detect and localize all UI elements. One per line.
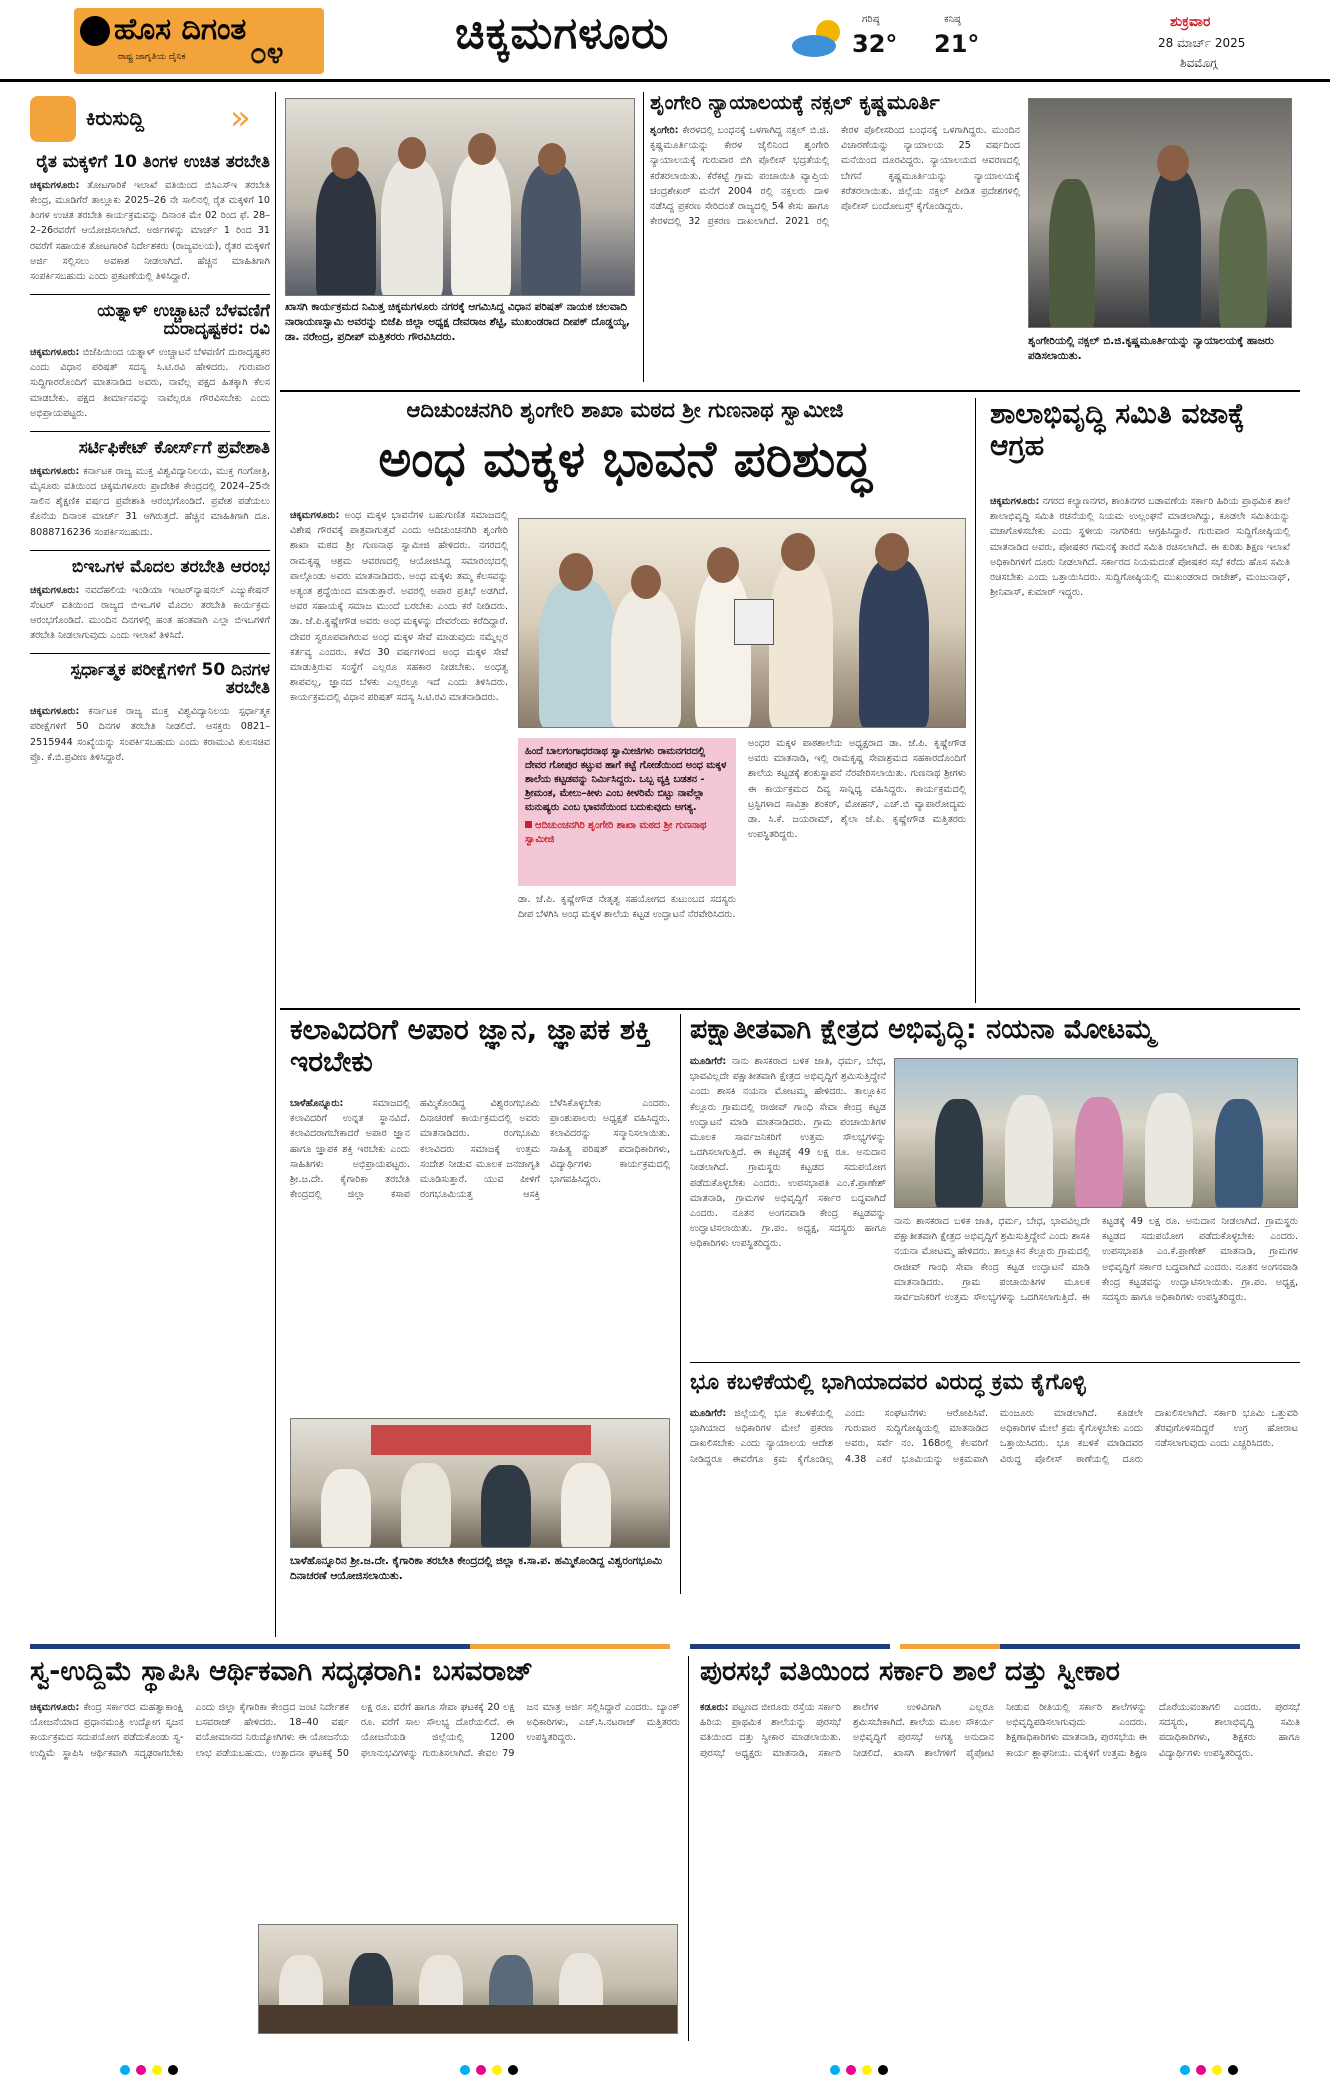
shala-story [990, 494, 1290, 1002]
kala-body: ಸಮಾಜದಲ್ಲಿ ಕಲಾವಿದರಿಗೆ ಉನ್ನತ ಸ್ಥಾನವಿದೆ. ಕಲಾವಿದರಾಗಬೇಕಾದರೆ ಅಪಾರ ಜ್ಞಾನ ಹಾಗೂ ಜ್ಞಾಪಕ ಶಕ್ತಿ ಇರಬೇಕು ಎಂದು ಸಾಹಿತಿಗಳು ಅಭಿಪ್ರಾಯಪಟ್ಟರು. ಶ್ರೀ.ಜ.ದೇ. ಕೈಗಾರಿಕಾ ತರಬೇತಿ ಕೇಂದ್ರದಲ್ಲಿ ಜಿಲ್ಲಾ ಕಸಾಪ ಹಮ್ಮಿಕೊಂಡಿದ್ದ ವಿಶ್ವರಂಗಭೂಮಿ ದಿನಾಚರಣೆ ಕಾರ್ಯಕ್ರಮದಲ್ಲಿ ಅವರು ಮಾತನಾಡಿದರು. ರಂಗಭೂಮಿ ಕಲಾವಿದರು ಸಮಾಜಕ್ಕೆ ಉತ್ತಮ ಸಂದೇಶ ನೀಡುವ ಮೂಲಕ ಜನಜಾಗೃತಿ ಮೂಡಿಸುತ್ತಾರೆ. ಯುವ ಪೀಳಿಗೆ ರಂಗಭೂಮಿಯತ್ತ ಆಸಕ್ತಿ ಬೆಳೆಸಿಕೊಳ್ಳಬೇಕು ಎಂದರು. ಪ್ರಾಂಶುಪಾಲರು ಅಧ್ಯಕ್ಷತೆ ವಹಿಸಿದ್ದರು. ಕಲಾವಿದರನ್ನು ಸನ್ಮಾನಿಸಲಾಯಿತು. ಸಾಹಿತ್ಯ ಪರಿಷತ್ ಪದಾಧಿಕಾರಿಗಳು, ವಿದ್ಯಾರ್ಥಿಗಳು ಕಾರ್ಯಕ್ರಮದಲ್ಲಿ ಭಾಗವಹಿಸಿದ್ದರು. [290, 1098, 670, 1201]
brief-dateline: ಚಿಕ್ಕಮಗಳೂರು: [30, 346, 80, 358]
bottom-rule-blue [30, 1644, 470, 1649]
bottom-rule-dark [1000, 1644, 1300, 1649]
kala-photo-caption: ಬಾಳೆಹೊನ್ನೂರಿನ ಶ್ರೀ.ಜ.ದೇ. ಕೈಗಾರಿಕಾ ತರಬೇತಿ ಕೇಂದ್ರದಲ್ಲಿ ಜಿಲ್ಲಾ ಕ.ಸಾ.ಪ. ಹಮ್ಮಿಕೊಂಡಿದ್ದ ವಿಶ್ವರಂಗಭೂಮಿ ದಿನಾಚರಣೆ ಆಯೋಜಿಸಲಾಯಿತು. [290, 1555, 663, 1582]
city-label: ಶಿವಮೊಗ್ಗ [1180, 56, 1218, 70]
bhoo-body: ಜಿಲ್ಲೆಯಲ್ಲಿ ಭೂ ಕಬಳಿಕೆಯಲ್ಲಿ ಭಾಗಿಯಾದ ಅಧಿಕಾರಿಗಳ ಮೇಲೆ ಪ್ರಕರಣ ದಾಖಲಿಸಬೇಕು ಎಂದು ನ್ಯಾಯಾಲಯ ಆದೇಶ ನೀಡಿದ್ದರೂ ಈವರೆಗೂ ಕ್ರಮ ಕೈಗೊಂಡಿಲ್ಲ ಎಂದು ಸಂಘಟನೆಗಳು ಆರೋಪಿಸಿವೆ. ಗುರುವಾರ ಸುದ್ದಿಗೋಷ್ಠಿಯಲ್ಲಿ ಮಾತನಾಡಿದ ಅವರು, ಸರ್ವೆ ನಂ. 168ರಲ್ಲಿ ಕೆಲವರಿಗೆ 4.38 ಎಕರೆ ಭೂಮಿಯನ್ನು ಅಕ್ರಮವಾಗಿ ಮಂಜೂರು ಮಾಡಲಾಗಿದೆ. ಕೂಡಲೇ ಅಧಿಕಾರಿಗಳ ಮೇಲೆ ಕ್ರಮ ಕೈಗೊಳ್ಳಬೇಕು ಎಂದು ಒತ್ತಾಯಿಸಿದರು. ಭೂ ಕಬಳಿಕೆ ಮಾಡಿದವರ ವಿರುದ್ಧ ಪೊಲೀಸ್ ಠಾಣೆಯಲ್ಲಿ ದೂರು ದಾಖಲಿಸಲಾಗಿದೆ. ಸರ್ಕಾರಿ ಭೂಮಿ ಒತ್ತುವರಿ ತೆರವುಗೊಳಿಸದಿದ್ದರೆ ಉಗ್ರ ಹೋರಾಟ ನಡೆಸಲಾಗುವುದು ಎಂದು ಎಚ್ಚರಿಸಿದರು. [690, 1408, 1298, 1465]
nayana-body-2: ನಾನು ಶಾಸಕರಾದ ಬಳಿಕ ಜಾತಿ, ಧರ್ಮ, ಬೇಧ, ಭಾವವಿಲ್ಲದೇ ಪಕ್ಷಾತೀತವಾಗಿ ಕ್ಷೇತ್ರದ ಅಭಿವೃದ್ಧಿಗೆ ಶ್ರಮಿಸುತ್ತಿದ್ದೇನೆ ಎಂದು ಶಾಸಕಿ ನಯನಾ ಮೋಟಮ್ಮ ಹೇಳಿದರು. ತಾಲ್ಲೂಕಿನ ಕೆಲ್ಲೂರು ಗ್ರಾಮದಲ್ಲಿ ರಾಜೀವ್ ಗಾಂಧಿ ಸೇವಾ ಕೇಂದ್ರ ಕಟ್ಟಡ ಉದ್ಘಾಟನೆ ಮಾಡಿ ಮಾತನಾಡಿದರು. ಗ್ರಾಮ ಪಂಚಾಯಿತಿಗಳ ಮೂಲಕ ಸಾರ್ವಜನಿಕರಿಗೆ ಉತ್ತಮ ಸೌಲಭ್ಯಗಳನ್ನು ಒದಗಿಸಲಾಗುತ್ತಿದೆ. ಈ ಕಟ್ಟಡಕ್ಕೆ 49 ಲಕ್ಷ ರೂ. ಅನುದಾನ ನೀಡಲಾಗಿದೆ. ಗ್ರಾಮಸ್ಥರು ಕಟ್ಟಡದ ಸದುಪಯೋಗ ಪಡೆದುಕೊಳ್ಳಬೇಕು ಎಂದರು. ಉಪಸಭಾಪತಿ ಎಂ.ಕೆ.ಪ್ರಾಣೇಶ್ ಮಾತನಾಡಿ, ಗ್ರಾಮಗಳ ಅಭಿವೃದ್ಧಿಗೆ ಸರ್ಕಾರ ಬದ್ಧವಾಗಿದೆ ಎಂದರು. ನೂತನ ಅಂಗನವಾಡಿ ಕೇಂದ್ರ ಕಟ್ಟಡವನ್ನು ಉದ್ಘಾಟಿಸಲಾಯಿತು. ಗ್ರಾ.ಪಂ. ಅಧ್ಯಕ್ಷ, ಸದಸ್ಯರು ಹಾಗೂ ಅಧಿಕಾರಿಗಳು ಉಪಸ್ಥಿತರಿದ್ದರು. [894, 1216, 1298, 1304]
callout-attrib-text: ಆದಿಚುಂಚನಗಿರಿ ಶೃಂಗೇರಿ ಶಾಖಾ ಮಠದ ಶ್ರೀ ಗುಣನಾಥ ಸ್ವಾಮೀಜಿ [525, 820, 707, 845]
top-photo-caption: ಖಾಸಗಿ ಕಾರ್ಯಕ್ರಮದ ನಿಮಿತ್ತ ಚಿಕ್ಕಮಗಳೂರು ನಗರಕ್ಕೆ ಆಗಮಿಸಿದ್ದ ವಿಧಾನ ಪರಿಷತ್ ನಾಯಕ ಚಲವಾದಿ ನಾರಾಯಣಸ್ವಾಮಿ ಅವರನ್ನು ಬಿಜೆಪಿ ಜಿಲ್ಲಾ ಅಧ್ಯಕ್ಷ ದೇವರಾಜ ಶೆಟ್ಟಿ, ಮುಖಂಡರಾದ ದೀಪಕ್ ದೊಡ್ಡಯ್ಯ, ಡಾ. ನರೇಂದ್ರ, ಪ್ರದೀಪ್ ಮತ್ತಿತರರು ಗೌರವಿಸಿದರು. [285, 301, 630, 343]
brief-headline: ಬಿಇಒಗಳ ಮೊದಲ ತರಬೇತಿ ಆರಂಭ [71, 556, 270, 577]
brief-item [30, 556, 270, 644]
lead-caption-text: ಡಾ. ಜೆ.ಪಿ. ಕೃಷ್ಣೇಗೌಡ ನೇತೃತ್ವ ಸಹಯೋಗದ ಕುಟುಂಬದ ಸದಸ್ಯರು ದೀಪ ಬೆಳಗಿಸಿ ಅಂಧ ಮಕ್ಕಳ ಶಾಲೆಯ ಕಟ್ಟಡ ಉದ್ಘಾಟನೆ ನೆರವೇರಿಸಿದರು. [518, 894, 736, 921]
section-rule [280, 1008, 1300, 1010]
kala-dateline: ಬಾಳೆಹೊನ್ನೂರು: [290, 1098, 344, 1109]
brief-item [30, 662, 270, 765]
plaque [734, 599, 774, 645]
swa-headline: ಸ್ವ-ಉದ್ದಿಮೆ ಸ್ಥಾಪಿಸಿ ಆರ್ಥಿಕವಾಗಿ ಸದೃಢರಾಗಿ: ಬಸವರಾಜ್ [30, 1656, 534, 1687]
logo-block [74, 8, 324, 74]
callout-attrib [525, 819, 729, 847]
lead-callout [518, 738, 736, 886]
nayana-story-left [690, 1054, 886, 1354]
lead-kicker: ಆದಿಚುಂಚನಗಿರಿ ಶೃಂಗೇರಿ ಶಾಖಾ ಮಠದ ಶ್ರೀ ಗುಣನಾಥ ಸ್ವಾಮೀಜಿ [406, 398, 844, 422]
nayana-dateline: ಮೂಡಿಗೆರೆ: [690, 1056, 727, 1067]
weather-icon [790, 18, 846, 58]
lead-headline: ಅಂಧ ಮಕ್ಕಳ ಭಾವನೆ ಪರಿಶುದ್ಧ [378, 430, 872, 488]
lead-column-1 [290, 508, 508, 998]
square-bullet-icon [525, 821, 532, 828]
page-number: ೦೪ [250, 36, 284, 71]
column-rule [680, 1014, 681, 1594]
brief-dateline: ಚಿಕ್ಕಮಗಳೂರು: [30, 706, 80, 718]
brief-item [30, 154, 270, 284]
brief-body: ಕರ್ನಾಟಕ ರಾಜ್ಯ ಮುಕ್ತ ವಿಶ್ವವಿದ್ಯಾನಿಲಯ ಸ್ಪರ್ಧಾತ್ಮಕ ಪರೀಕ್ಷೆಗಳಿಗೆ 50 ದಿನಗಳ ತರಬೇತಿ ನೀಡಲಿದೆ. ಆಸಕ್ತರು 0821–2515944 ಸಂಖ್ಯೆಯನ್ನು ಸಂಪರ್ಕಿಸಬಹುದು ಎಂದು ಕರಾಮುವಿ ಕುಲಸಚಿವ ಪ್ರೊ. ಕೆ.ಬಿ.ಪ್ರವೀಣ ತಿಳಿಸಿದ್ದಾರೆ. [30, 706, 270, 763]
banner [371, 1425, 591, 1455]
lead-photo [518, 518, 966, 728]
chevron-right-icon: » [230, 98, 251, 138]
swa-body: ಕೇಂದ್ರ ಸರ್ಕಾರದ ಮಹತ್ವಾಕಾಂಕ್ಷಿ ಯೋಜನೆಯಾದ ಪ್ರಧಾನಮಂತ್ರಿ ಉದ್ಯೋಗ ಸೃಜನ ಕಾರ್ಯಕ್ರಮದ ಸದುಪಯೋಗ ಪಡೆದುಕೊಂಡು ಸ್ವ-ಉದ್ದಿಮೆ ಸ್ಥಾಪಿಸಿ ಆರ್ಥಿಕವಾಗಿ ಸದೃಢರಾಗಬೇಕು ಎಂದು ಜಿಲ್ಲಾ ಕೈಗಾರಿಕಾ ಕೇಂದ್ರದ ಜಂಟಿ ನಿರ್ದೇಶಕ ಬಸವರಾಜ್ ಹೇಳಿದರು. 18–40 ವರ್ಷ ವಯೋಮಾನದ ನಿರುದ್ಯೋಗಿಗಳು ಈ ಯೋಜನೆಯ ಲಾಭ ಪಡೆಯಬಹುದು. ಉತ್ಪಾದನಾ ಘಟಕಕ್ಕೆ 50 ಲಕ್ಷ ರೂ. ವರೆಗೆ ಹಾಗೂ ಸೇವಾ ಘಟಕಕ್ಕೆ 20 ಲಕ್ಷ ರೂ. ವರೆಗೆ ಸಾಲ ಸೌಲಭ್ಯ ದೊರೆಯಲಿದೆ. ಈ ಯೋಜನೆಯಡಿ ಜಿಲ್ಲೆಯಲ್ಲಿ 1200 ಫಲಾನುಭವಿಗಳನ್ನು ಗುರುತಿಸಲಾಗಿದೆ. ಕೇವಲ 79 ಜನ ಮಾತ್ರ ಅರ್ಜಿ ಸಲ್ಲಿಸಿದ್ದಾರೆ ಎಂದರು. ಬ್ಯಾಂಕ್ ಅಧಿಕಾರಿಗಳು, ಎಚ್.ಸಿ.ನಟರಾಜ್ ಮತ್ತಿತರರು ಉಪಸ್ಥಿತರಿದ್ದರು. [30, 1702, 680, 1759]
nayana-story-right [894, 1214, 1298, 1356]
lead-body-2: ಅಂಧರ ಮಕ್ಕಳ ಪಾಠಶಾಲೆಯ ಅಧ್ಯಕ್ಷರಾದ ಡಾ. ಜೆ.ಪಿ. ಕೃಷ್ಣೇಗೌಡ ಅವರು ಮಾತನಾಡಿ, ಇಲ್ಲಿ ರಾಮಕೃಷ್ಣ ಸೇವಾಶ್ರಮದ ಸಹಕಾರದೊಂದಿಗೆ ಶಾಲೆಯ ಕಟ್ಟಡಕ್ಕೆ ಶಂಕುಸ್ಥಾಪನೆ ನೆರವೇರಿಸಲಾಯಿತು. ಗುಣನಾಥ ಶ್ರೀಗಳು ಈ ಕಾರ್ಯಕ್ರಮದ ದಿವ್ಯ ಸಾನ್ನಿಧ್ಯ ವಹಿಸಿದ್ದರು. ಕಾರ್ಯಕ್ರಮದಲ್ಲಿ ಟ್ರಸ್ಟಿಗಳಾದ ಸಾವಿತ್ರಾ ಶಂಕರ್, ಮೋಹನ್, ಎಚ್.ಬಿ ವ್ಯಾಪಾರೋದ್ಯಮ ಡಾ. ಸಿ.ಕೆ. ಜಯರಾಮ್, ಶೈಲಾ ಜೆ.ಪಿ. ಕೃಷ್ಣೇಗೌಡ ಮತ್ತಿತರರು ಉಪಸ್ಥಿತರಿದ್ದರು. [748, 738, 966, 841]
nayana-photo [894, 1058, 1298, 1208]
lead-photo-caption [518, 892, 736, 1002]
story-dateline: ಶೃಂಗೇರಿ: [650, 125, 679, 136]
temp-max-label: ಗರಿಷ್ಠ [862, 14, 880, 25]
brief-item [30, 303, 270, 421]
brief-dateline: ಚಿಕ್ಕಮಗಳೂರು: [30, 179, 80, 191]
kirusuddi-banner [30, 92, 270, 146]
brief-headline: ರೈತ ಮಕ್ಕಳಿಗೆ 10 ತಿಂಗಳ ಉಚಿತ ತರಬೇತಿ [36, 152, 270, 172]
nayana-body: ನಾನು ಶಾಸಕರಾದ ಬಳಿಕ ಜಾತಿ, ಧರ್ಮ, ಬೇಧ, ಭಾವವಿಲ್ಲದೇ ಪಕ್ಷಾತೀತವಾಗಿ ಕ್ಷೇತ್ರದ ಅಭಿವೃದ್ಧಿಗೆ ಶ್ರಮಿಸುತ್ತಿದ್ದೇನೆ ಎಂದು ಶಾಸಕಿ ನಯನಾ ಮೋಟಮ್ಮ ಹೇಳಿದರು. ತಾಲ್ಲೂಕಿನ ಕೆಲ್ಲೂರು ಗ್ರಾಮದಲ್ಲಿ ರಾಜೀವ್ ಗಾಂಧಿ ಸೇವಾ ಕೇಂದ್ರ ಕಟ್ಟಡ ಉದ್ಘಾಟನೆ ಮಾಡಿ ಮಾತನಾಡಿದರು. ಗ್ರಾಮ ಪಂಚಾಯಿತಿಗಳ ಮೂಲಕ ಸಾರ್ವಜನಿಕರಿಗೆ ಉತ್ತಮ ಸೌಲಭ್ಯಗಳನ್ನು ಒದಗಿಸಲಾಗುತ್ತಿದೆ. ಈ ಕಟ್ಟಡಕ್ಕೆ 49 ಲಕ್ಷ ರೂ. ಅನುದಾನ ನೀಡಲಾಗಿದೆ. ಗ್ರಾಮಸ್ಥರು ಕಟ್ಟಡದ ಸದುಪಯೋಗ ಪಡೆದುಕೊಳ್ಳಬೇಕು ಎಂದರು. ಉಪಸಭಾಪತಿ ಎಂ.ಕೆ.ಪ್ರಾಣೇಶ್ ಮಾತನಾಡಿ, ಗ್ರಾಮಗಳ ಅಭಿವೃದ್ಧಿಗೆ ಸರ್ಕಾರ ಬದ್ಧವಾಗಿದೆ ಎಂದರು. ನೂತನ ಅಂಗನವಾಡಿ ಕೇಂದ್ರ ಕಟ್ಟಡವನ್ನು ಉದ್ಘಾಟಿಸಲಾಯಿತು. ಗ್ರಾ.ಪಂ. ಅಧ್ಯಕ್ಷ, ಸದಸ್ಯರು ಹಾಗೂ ಅಧಿಕಾರಿಗಳು ಉಪಸ್ಥಿತರಿದ್ದರು. [690, 1056, 886, 1250]
brief-body: ಕರ್ನಾಟಕ ರಾಜ್ಯ ಮುಕ್ತ ವಿಶ್ವವಿದ್ಯಾನಿಲಯ, ಮುಕ್ತ ಗಂಗೋತ್ರಿ, ಮೈಸೂರು ವತಿಯಿಂದ ಚಿಕ್ಕಮಗಳೂರು ಪ್ರಾದೇಶಿಕ ಕೇಂದ್ರದಲ್ಲಿ 2024–25ನೇ ಸಾಲಿನ ಶೈಕ್ಷಣಿಕ ವರ್ಷದ ಪ್ರವೇಶಾತಿ ಆರಂಭಗೊಂಡಿದೆ. ಪ್ರವೇಶ ಪಡೆಯಲು ಕೊನೆಯ ದಿನಾಂಕ ಮಾರ್ಚ್ 31 ಆಗಿರುತ್ತದೆ. ಹೆಚ್ಚಿನ ಮಾಹಿತಿಗಾಗಿ ದೂ. 8088716236 ಸಂಪರ್ಕಿಸಬಹುದು. [30, 465, 270, 538]
registration-marks-1 [120, 2065, 178, 2075]
day-label: ಶುಕ್ರವಾರ [1170, 14, 1211, 30]
purasabhe-dateline: ಕಡೂರು: [700, 1702, 729, 1713]
top-photo [285, 98, 635, 296]
swa-story [30, 1700, 680, 1922]
column-rule [975, 398, 976, 1003]
brief-body: ತೋಟಗಾರಿಕೆ ಇಲಾಖೆ ವತಿಯಿಂದ ಬಿಸಿಎಸ್‌ಇ ತರಬೇತಿ ಕೇಂದ್ರ, ಮೂಡಿಗೆರೆ ತಾಲ್ಲೂಕು 2025–26 ನೇ ಸಾಲಿನಲ್ಲಿ ರೈತ ಮಕ್ಕಳಿಗೆ 10 ತಿಂಗಳ ಉಚಿತ ತರಬೇತಿ ಕಾರ್ಯಕ್ರಮವನ್ನು ದಿನಾಂಕ ಮೇ 02 ರಿಂದ ಫೆ. 28–2–26ರವರೆಗೆ ಆಯೋಜಿಸಲಾಗಿದೆ. ಅರ್ಜಿಗಳನ್ನು ಮಾರ್ಚ್ 1 ರಿಂದ 31 ರವರೆಗೆ ಸಹಾಯಕ ತೋಟಗಾರಿಕೆ ನಿರ್ದೇಶಕರು (ರಾಜ್ಯವಲಯ), ರೈತರ ಮಕ್ಕಳಿಗೆ ಅರ್ಜಿ ಸಲ್ಲಿಸಲು ಅವಕಾಶ ನೀಡಲಾಗಿದೆ. ಹೆಚ್ಚಿನ ಮಾಹಿತಿಗಾಗಿ ಸಂಪರ್ಕಿಸಬಹುದು ಎಂದು ಪ್ರಕಟಣೆಯಲ್ಲಿ ತಿಳಿಸಿದ್ದಾರೆ. [30, 179, 270, 283]
brief-body: ನವದೆಹಲಿಯ ಇಂಡಿಯಾ ಇಂಟರ್‌ನ್ಯಾಷನಲ್ ಎಜ್ಯುಕೇಷನ್ ಸೆಂಟರ್ ವತಿಯಿಂದ ರಾಜ್ಯದ ಬಿಇಒಗಳ ಮೊದಲ ತರಬೇತಿ ಕಾರ್ಯಕ್ರಮ ಆರಂಭಗೊಂಡಿದೆ. ಮುಂದಿನ ದಿನಗಳಲ್ಲಿ ಹಂತ ಹಂತವಾಗಿ ಎಲ್ಲಾ ಬಿಇಒಗಳಿಗೆ ತರಬೇತಿ ನೀಡಲಾಗುವುದು ಎಂದು ಇಲಾಖೆ ತಿಳಿಸಿದೆ. [30, 584, 270, 642]
purasabhe-body: ಪಟ್ಟಣದ ಬೀರೂರು ರಸ್ತೆಯ ಸರ್ಕಾರಿ ಹಿರಿಯ ಪ್ರಾಥಮಿಕ ಶಾಲೆಯನ್ನು ಪುರಸಭೆ ವತಿಯಿಂದ ದತ್ತು ಸ್ವೀಕಾರ ಮಾಡಲಾಯಿತು. ಪುರಸಭೆ ಅಧ್ಯಕ್ಷರು ಮಾತನಾಡಿ, ಸರ್ಕಾರಿ ಶಾಲೆಗಳ ಉಳಿವಿಗಾಗಿ ಎಲ್ಲರೂ ಶ್ರಮಿಸಬೇಕಾಗಿದೆ. ಶಾಲೆಯ ಮೂಲ ಸೌಕರ್ಯ ಅಭಿವೃದ್ಧಿಗೆ ಪುರಸಭೆ ಅಗತ್ಯ ಅನುದಾನ ನೀಡಲಿದೆ. ಖಾಸಗಿ ಶಾಲೆಗಳಿಗೆ ಪೈಪೋಟಿ ನೀಡುವ ರೀತಿಯಲ್ಲಿ ಸರ್ಕಾರಿ ಶಾಲೆಗಳನ್ನು ಅಭಿವೃದ್ಧಿಪಡಿಸಲಾಗುವುದು ಎಂದರು. ಶಿಕ್ಷಣಾಧಿಕಾರಿಗಳು ಮಾತನಾಡಿ, ಪುರಸಭೆಯ ಈ ಕಾರ್ಯ ಶ್ಲಾಘನೀಯ. ಮಕ್ಕಳಿಗೆ ಉತ್ತಮ ಶಿಕ್ಷಣ ದೊರೆಯುವಂತಾಗಲಿ ಎಂದರು. ಪುರಸಭೆ ಸದಸ್ಯರು, ಶಾಲಾಭಿವೃದ್ಧಿ ಸಮಿತಿ ಪದಾಧಿಕಾರಿಗಳು, ಶಿಕ್ಷಕರು ಹಾಗೂ ವಿದ್ಯಾರ್ಥಿಗಳು ಉಪಸ್ಥಿತರಿದ್ದರು. [700, 1702, 1300, 1759]
nakshal-story [650, 92, 1020, 382]
bhoo-story [690, 1406, 1298, 1592]
brief-dateline: ಚಿಕ್ಕಮಗಳೂರು: [30, 465, 80, 477]
bhoo-headline: ಭೂ ಕಬಳಿಕೆಯಲ್ಲಿ ಭಾಗಿಯಾದವರ ವಿರುದ್ಧ ಕ್ರಮ ಕೈಗೊಳ್ಳಿ [690, 1370, 1086, 1395]
nakshal-photo-caption: ಶೃಂಗೇರಿಯಲ್ಲಿ ನಕ್ಸಲ್ ಬಿ.ಜಿ.ಕೃಷ್ಣಮೂರ್ತಿಯನ್ನು ನ್ಯಾಯಾಲಯಕ್ಕೆ ಹಾಜರು ಪಡಿಸಲಾಯಿತು. [1028, 335, 1274, 362]
divider [30, 294, 270, 295]
story-headline: ಶೃಂಗೇರಿ ನ್ಯಾಯಾಲಯಕ್ಕೆ ನಕ್ಸಲ್ ಕೃಷ್ಣಮೂರ್ತಿ [650, 92, 940, 114]
swa-photo [258, 1924, 678, 2034]
lead-body: ಅಂಧ ಮಕ್ಕಳ ಭಾವನೆಗಳ ಬಹುಗುಣಿತ ಸಮಾಜದಲ್ಲಿ ವಿಶೇಷ ಗೌರವಕ್ಕೆ ಪಾತ್ರವಾಗುತ್ತವೆ ಎಂದು ಆದಿಚುಂಚನಗಿರಿ ಶೃಂಗೇರಿ ಶಾಖಾ ಮಠದ ಶ್ರೀ ಗುಣನಾಥ ಸ್ವಾಮೀಜಿ ಹೇಳಿದರು. ನಗರದಲ್ಲಿ ರಾಮಕೃಷ್ಣ ಆಶ್ರಮ ಆವರಣದಲ್ಲಿ ಆಯೋಜಿಸಿದ್ದ ಸಮಾರಂಭದಲ್ಲಿ ಪಾಲ್ಗೊಂಡು ಅವರು ಮಾತನಾಡಿದರು. ಅಂಧ ಮಕ್ಕಳು ತಮ್ಮ ಕೆಲಸವನ್ನು ಅತ್ಯಂತ ಶ್ರದ್ಧೆಯಿಂದ ಮಾಡುತ್ತಾರೆ. ಅವರಲ್ಲಿ ಅಪಾರ ಪ್ರತಿಭೆ ಅಡಗಿದೆ. ಅವರ ಸಹಾಯಕ್ಕೆ ಸಮಾಜ ಮುಂದೆ ಬರಬೇಕು ಎಂದು ಕರೆ ನೀಡಿದರು. ಡಾ. ಜೆ.ಪಿ.ಕೃಷ್ಣೇಗೌಡ ಅವರು ಅಂಧ ಮಕ್ಕಳನ್ನು ದೇವರೆಂದು ಕರೆದಿದ್ದಾರೆ. ದೇವರ ಸ್ವರೂಪವಾಗಿರುವ ಅಂಧ ಮಕ್ಕಳ ಸೇವೆ ಮಾಡುವುದು ನಮ್ಮೆಲ್ಲರ ಕರ್ತವ್ಯ ಎಂದರು. ಕಳೆದ 30 ವರ್ಷಗಳಿಂದ ಅಂಧ ಮಕ್ಕಳ ಸೇವೆ ಮಾಡುತ್ತಿರುವ ಸಂಸ್ಥೆಗೆ ಎಲ್ಲರೂ ಸಹಕಾರ ನೀಡಬೇಕು. ಅಂಧತ್ವ ಶಾಪವಲ್ಲ, ಜ್ಞಾನದ ಬೆಳಕು ಎಲ್ಲರಲ್ಲೂ ಇದೆ ಎಂದು ತಿಳಿಸಿದರು. ಕಾರ್ಯಕ್ರಮದಲ್ಲಿ ವಿಧಾನ ಪರಿಷತ್ ಸದಸ್ಯ ಸಿ.ಟಿ.ರವಿ ಮಾತನಾಡಿದರು. [290, 510, 508, 704]
edition-title: ಚಿಕ್ಕಮಗಳೂರು [455, 8, 670, 59]
nayana-headline: ಪಕ್ಷಾತೀತವಾಗಿ ಕ್ಷೇತ್ರದ ಅಭಿವೃದ್ಧಿ: ನಯನಾ ಮೋಟಮ್ಮ [690, 1014, 1155, 1045]
shala-dateline: ಚಿಕ್ಕಮಗಳೂರು: [990, 496, 1040, 507]
kala-photo [290, 1418, 670, 1548]
logo-text: ಹೊಸ ದಿಗಂತ [114, 12, 247, 47]
lead-column-3 [748, 736, 966, 1002]
nakshal-photo [1028, 98, 1292, 328]
brief-headline: ಯತ್ನಾಳ್ ಉಚ್ಚಾಟನೆ ಬೆಳವಣಿಗೆ ದುರಾದೃಷ್ಟಕರ: ರವಿ [97, 301, 270, 340]
swa-dateline: ಚಿಕ್ಕಮಗಳೂರು: [30, 1702, 80, 1713]
story-body: ಕೇರಳದಲ್ಲಿ ಬಂಧನಕ್ಕೆ ಒಳಗಾಗಿದ್ದ ನಕ್ಸಲ್ ಬಿ.ಜಿ. ಕೃಷ್ಣಮೂರ್ತಿಯನ್ನು ಕೇರಳ ಜೈಲಿನಿಂದ ಶೃಂಗೇರಿ ನ್ಯಾಯಾಲಯಕ್ಕೆ ಗುರುವಾರ ಬಿಗಿ ಪೊಲೀಸ್ ಭದ್ರತೆಯಲ್ಲಿ ಕರೆತರಲಾಯಿತು. ಕೆರೆಕಟ್ಟೆ ಗ್ರಾಮ ಪಂಚಾಯಿತಿ ವ್ಯಾಪ್ತಿಯ ಚಂದ್ರಶೇಖರ್ ಮನೆಗೆ 2004 ರಲ್ಲಿ ನಕ್ಸಲರು ದಾಳಿ ನಡೆಸಿದ್ದ ಪ್ರಕರಣ ಸೇರಿದಂತೆ ರಾಜ್ಯದಲ್ಲಿ 54 ಕೇಸು ಹಾಗೂ ಕೇರಳದಲ್ಲಿ 32 ಪ್ರಕರಣ ದಾಖಲಾಗಿದೆ. 2021 ರಲ್ಲಿ ಕೇರಳ ಪೊಲೀಸರಿಂದ ಬಂಧನಕ್ಕೆ ಒಳಗಾಗಿದ್ದರು. ಮುಂದಿನ ವಿಚಾರಣೆಯನ್ನು ನ್ಯಾಯಾಲಯ 25 ವರ್ಷದಿಂದ ಮನೆಯಿಂದ ದೂರವಿದ್ದರು. ನ್ಯಾಯಾಲಯದ ಆವರಣದಲ್ಲಿ ಬೇಗನೆ ಕೃಷ್ಣಮೂರ್ತಿಯನ್ನು ನ್ಯಾಯಾಲಯಕ್ಕೆ ಕರೆತರಲಾಯಿತು. ಜಿಲ್ಲೆಯ ನಕ್ಸಲ್ ಪೀಡಿತ ಪ್ರದೇಶಗಳಲ್ಲಿ ಪೊಲೀಸ್ ಬಂದೋಬಸ್ತ್ ಕೈಗೊಂಡಿದ್ದರು. [650, 125, 1020, 228]
divider [30, 653, 270, 654]
registration-marks-4 [1180, 2065, 1238, 2075]
divider [30, 550, 270, 551]
brief-item [30, 437, 270, 540]
lotus-icon [80, 16, 110, 46]
temp-min: 21° [934, 30, 980, 58]
kirusuddi-label: ಕಿರುಸುದ್ದಿ [86, 106, 145, 130]
kala-story [290, 1096, 670, 1406]
column-rule [688, 1656, 689, 2041]
bottom-rule-blue-2 [690, 1644, 890, 1649]
purasabhe-story [700, 1700, 1300, 2034]
masthead [0, 0, 1330, 82]
section-rule [280, 390, 1300, 392]
temp-max: 32° [852, 30, 898, 58]
logo-tagline: ರಾಷ್ಟ್ರ ಜಾಗೃತಿಯ ದೈನಿಕ [118, 52, 186, 62]
hand-icon [30, 96, 76, 142]
registration-marks-3 [830, 2065, 888, 2075]
bottom-rule-orange-2 [900, 1644, 1000, 1649]
column-rule [643, 92, 644, 382]
section-rule [690, 1362, 1300, 1363]
temp-min-label: ಕನಿಷ್ಠ [944, 14, 961, 25]
registration-marks-2 [460, 2065, 518, 2075]
brief-headline: ಸ್ಪರ್ಧಾತ್ಮಕ ಪರೀಕ್ಷೆಗಳಿಗೆ 50 ದಿನಗಳ ತರಬೇತಿ [70, 660, 270, 699]
bhoo-dateline: ಮೂಡಿಗೆರೆ: [690, 1408, 727, 1419]
shala-body: ನಗರದ ಕಲ್ಯಾಣನಗರ, ಶಾಂತಿನಗರ ಬಡಾವಣೆಯ ಸರ್ಕಾರಿ ಹಿರಿಯ ಪ್ರಾಥಮಿಕ ಶಾಲೆ ಶಾಲಾಭಿವೃದ್ಧಿ ಸಮಿತಿ ರಚನೆಯಲ್ಲಿ ನಿಯಮ ಉಲ್ಲಂಘನೆ ಮಾಡಲಾಗಿದ್ದು, ಕೂಡಲೇ ಸಮಿತಿಯನ್ನು ವಜಾಗೊಳಿಸಬೇಕು ಎಂದು ಸ್ಥಳೀಯ ನಾಗರಿಕರು ಆಗ್ರಹಿಸಿದ್ದಾರೆ. ಗುರುವಾರ ಸುದ್ದಿಗೋಷ್ಠಿಯಲ್ಲಿ ಮಾತನಾಡಿದ ಅವರು, ಪೋಷಕರ ಗಮನಕ್ಕೆ ತಾರದೆ ಸಮಿತಿ ರಚಿಸಲಾಗಿದೆ. ಈ ಕುರಿತು ಶಿಕ್ಷಣ ಇಲಾಖೆ ಅಧಿಕಾರಿಗಳಿಗೆ ದೂರು ನೀಡಲಾಗಿದೆ. ಸರ್ಕಾರದ ನಿಯಮದಂತೆ ಪೋಷಕರ ಸಭೆ ಕರೆದು ಹೊಸ ಸಮಿತಿ ರಚಿಸಬೇಕು ಎಂದು ಒತ್ತಾಯಿಸಿದರು. ಸುದ್ದಿಗೋಷ್ಠಿಯಲ್ಲಿ ಮುಖಂಡರಾದ ರಾಜೇಶ್, ಮಂಜುನಾಥ್, ಶ್ರೀನಿವಾಸ್, ಕುಮಾರ್ ಇದ್ದರು. [990, 496, 1290, 599]
date-label: 28 ಮಾರ್ಚ್ 2025 [1158, 36, 1246, 50]
kirusuddi-column [30, 92, 270, 1637]
lead-dateline: ಚಿಕ್ಕಮಗಳೂರು: [290, 510, 340, 521]
purasabhe-headline: ಪುರಸಭೆ ವತಿಯಿಂದ ಸರ್ಕಾರಿ ಶಾಲೆ ದತ್ತು ಸ್ವೀಕಾರ [700, 1656, 1120, 1687]
brief-headline: ಸರ್ಟಿಫಿಕೇಟ್ ಕೋರ್ಸ್‌ಗೆ ಪ್ರವೇಶಾತಿ [78, 437, 270, 458]
bottom-rule-orange [470, 1644, 670, 1649]
table [259, 2005, 678, 2034]
shala-headline: ಶಾಲಾಭಿವೃದ್ಧಿ ಸಮಿತಿ ವಜಾಕ್ಕೆ ಆಗ್ರಹ [990, 397, 1245, 463]
brief-dateline: ಚಿಕ್ಕಮಗಳೂರು: [30, 584, 80, 596]
brief-body: ಬಿಜೆಪಿಯಿಂದ ಯತ್ನಾಳ್ ಉಚ್ಚಾಟನೆ ಬೆಳವಣಿಗೆ ದುರಾದೃಷ್ಟಕರ ಎಂದು ವಿಧಾನ ಪರಿಷತ್ ಸದಸ್ಯ ಸಿ.ಟಿ.ರವಿ ಹೇಳಿದರು. ಗುರುವಾರ ಸುದ್ದಿಗಾರರೊಂದಿಗೆ ಮಾತನಾಡಿದ ಅವರು, ನಾವೆಲ್ಲ ಪಕ್ಷದ ಹಿತಕ್ಕಾಗಿ ಕೆಲಸ ಮಾಡಬೇಕು. ಪಕ್ಷದ ತೀರ್ಮಾನವನ್ನು ನಾವೆಲ್ಲರೂ ಗೌರವಿಸಬೇಕು ಎಂದು ಅಭಿಪ್ರಾಯಪಟ್ಟರು. [30, 346, 270, 419]
column-rule [275, 92, 276, 1637]
callout-text: ಹಿಂದೆ ಬಾಲಗಂಗಾಧರನಾಥ ಸ್ವಾಮೀಜಿಗಳು ರಾಮನಗರದಲ್ಲಿ ದೇವರ ಗೋಪುರ ಕಟ್ಟುವ ಹಾಗೆ ಕಟ್ಟೆ ಗೋಡೆಯಿಂದ ಅಂಧ ಮಕ್ಕಳ ಶಾಲೆಯ ಕಟ್ಟಡವನ್ನು ನಿರ್ಮಿಸಿದ್ದರು. ಒಬ್ಬ ವ್ಯಕ್ತಿ ಬಡತನ - ಶ್ರೀಮಂತ, ಮೇಲು–ಕೀಳು ಎಂಬ ಕೀಳರಿಮೆ ಬಿಟ್ಟು ನಾವೆಲ್ಲಾ ಮನುಷ್ಯರು ಎಂಬ ಭಾವನೆಯಿಂದ ಬದುಕುವುದು ಅಗತ್ಯ. [525, 746, 727, 813]
divider [30, 431, 270, 432]
kala-headline: ಕಲಾವಿದರಿಗೆ ಅಪಾರ ಜ್ಞಾನ, ಜ್ಞಾಪಕ ಶಕ್ತಿ ಇರಬೇಕು [290, 1013, 651, 1079]
